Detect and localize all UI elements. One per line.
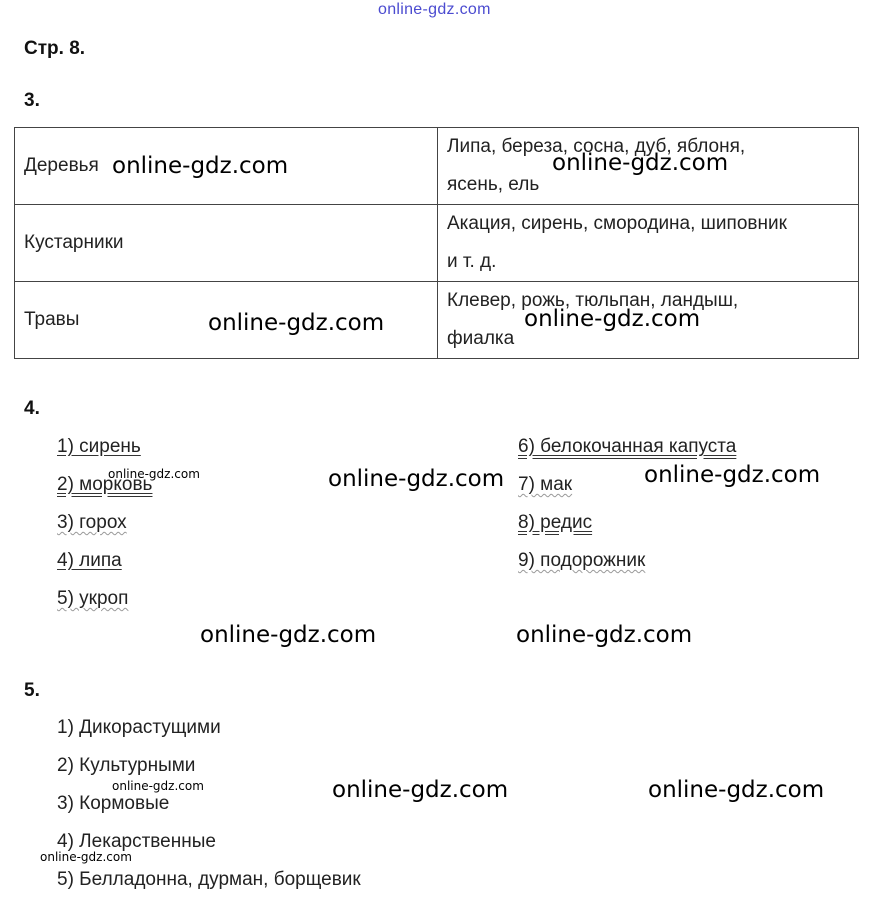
examples-line: Липа, береза, сосна, дуб, яблоня, bbox=[447, 136, 746, 157]
task3-number: 3. bbox=[24, 90, 40, 111]
page-title: Стр. 8. bbox=[24, 38, 86, 59]
list-item: 5) укроп bbox=[57, 588, 129, 609]
watermark: online-gdz.com bbox=[516, 622, 693, 648]
watermark: online-gdz.com bbox=[552, 150, 729, 176]
list-item: 2) морковь bbox=[57, 474, 153, 495]
examples-line: фиалка bbox=[447, 328, 515, 349]
list-item: 5) Белладонна, дурман, борщевик bbox=[57, 869, 361, 890]
watermark: online-gdz.com bbox=[112, 153, 289, 179]
list-item: 3) Кормовые bbox=[57, 793, 170, 814]
list-item: 8) редис bbox=[518, 512, 593, 533]
list-item: 9) подорожник bbox=[518, 550, 646, 571]
watermark-small: online-gdz.com bbox=[108, 467, 200, 481]
watermark: online-gdz.com bbox=[644, 462, 821, 488]
category-cell: Травы bbox=[15, 282, 438, 359]
watermark: online-gdz.com bbox=[200, 622, 377, 648]
task5-number: 5. bbox=[24, 680, 40, 701]
list-item: 1) сирень bbox=[57, 436, 141, 457]
category-cell: Деревья bbox=[15, 128, 438, 205]
watermark-small: online-gdz.com bbox=[40, 850, 132, 864]
task4-number: 4. bbox=[24, 398, 40, 419]
list-item: 3) горох bbox=[57, 512, 127, 533]
examples-cell bbox=[438, 205, 859, 282]
examples-line: и т. д. bbox=[447, 251, 497, 272]
watermark: online-gdz.com bbox=[524, 306, 701, 332]
list-item: 2) Культурными bbox=[57, 755, 196, 776]
list-item: 1) Дикорастущими bbox=[57, 717, 221, 738]
watermark-top: online-gdz.com bbox=[378, 1, 491, 18]
list-item: 6) белокочанная капуста bbox=[518, 436, 737, 457]
table-row bbox=[15, 205, 859, 282]
examples-line: Акация, сирень, смородина, шиповник bbox=[447, 213, 787, 234]
examples-line: Клевер, рожь, тюльпан, ландыш, bbox=[447, 290, 739, 311]
list-item: 4) липа bbox=[57, 550, 122, 571]
list-item: 4) Лекарственные bbox=[57, 831, 216, 852]
list-item: 7) мак bbox=[518, 474, 573, 495]
category-cell: Кустарники bbox=[15, 205, 438, 282]
watermark: online-gdz.com bbox=[208, 310, 385, 336]
watermark: online-gdz.com bbox=[648, 777, 825, 803]
examples-line: ясень, ель bbox=[447, 174, 540, 195]
watermark-small: online-gdz.com bbox=[112, 779, 204, 793]
table-row bbox=[15, 282, 859, 359]
watermark: online-gdz.com bbox=[328, 466, 505, 492]
watermark: online-gdz.com bbox=[332, 777, 509, 803]
